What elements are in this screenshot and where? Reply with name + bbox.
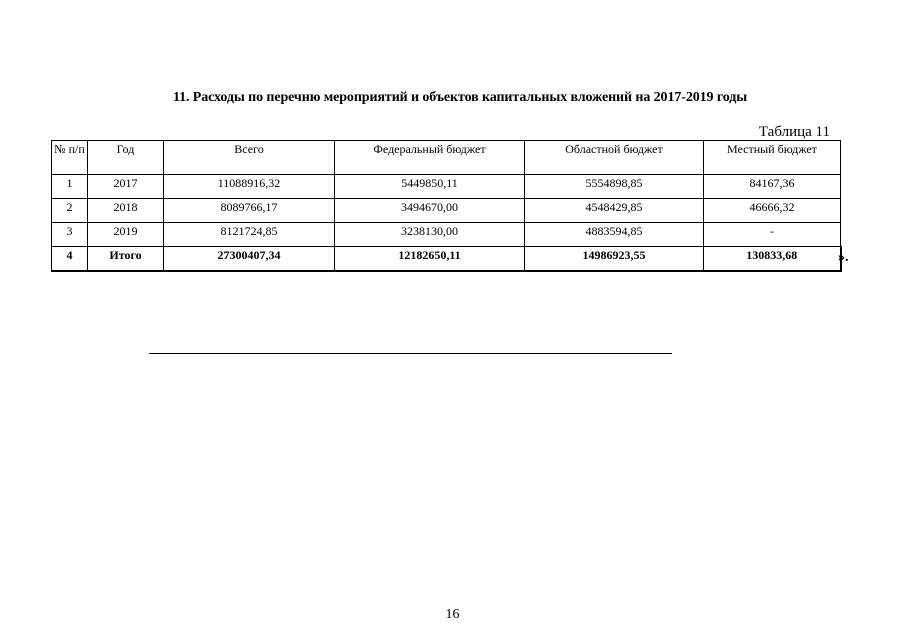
header-year: Год — [88, 141, 164, 175]
cell-total: 27300407,34 — [164, 247, 335, 272]
header-total: Всего — [164, 141, 335, 175]
cell-regional: 14986923,55 — [525, 247, 704, 272]
expenses-table — [51, 140, 842, 272]
table-total-row — [52, 247, 841, 272]
cell-year: Итого — [88, 247, 164, 272]
header-number: № п/п — [52, 141, 88, 175]
cell-federal: 3238130,00 — [335, 223, 525, 247]
header-local-budget: Местный бюджет — [704, 141, 841, 175]
cell-local: - — [704, 223, 841, 247]
table-header-row — [52, 141, 841, 175]
header-federal-budget: Федеральный бюджет — [335, 141, 525, 175]
cell-federal: 3494670,00 — [335, 199, 525, 223]
cell-federal: 5449850,11 — [335, 175, 525, 199]
cell-number: 4 — [52, 247, 88, 272]
closing-quote: ». — [838, 250, 849, 265]
cell-local: 46666,32 — [704, 199, 841, 223]
table-row — [52, 199, 841, 223]
cell-local: 130833,68 — [704, 247, 841, 272]
document-title: 11. Расходы по перечню мероприятий и объектов капитальных вложений на 2017-2019 годы — [172, 90, 748, 105]
cell-federal: 12182650,11 — [335, 247, 525, 272]
cell-total: 8121724,85 — [164, 223, 335, 247]
cell-number: 3 — [52, 223, 88, 247]
separator-line — [149, 353, 672, 354]
cell-regional: 4883594,85 — [525, 223, 704, 247]
table-row — [52, 223, 841, 247]
page-number: 16 — [445, 607, 460, 622]
cell-year: 2019 — [88, 223, 164, 247]
cell-regional: 5554898,85 — [525, 175, 704, 199]
cell-total: 8089766,17 — [164, 199, 335, 223]
cell-total: 11088916,32 — [164, 175, 335, 199]
cell-local: 84167,36 — [704, 175, 841, 199]
cell-regional: 4548429,85 — [525, 199, 704, 223]
header-regional-budget: Областной бюджет — [525, 141, 704, 175]
cell-number: 1 — [52, 175, 88, 199]
cell-number: 2 — [52, 199, 88, 223]
cell-year: 2017 — [88, 175, 164, 199]
table-row — [52, 175, 841, 199]
cell-year: 2018 — [88, 199, 164, 223]
table-label: Таблица 11 — [758, 124, 830, 140]
